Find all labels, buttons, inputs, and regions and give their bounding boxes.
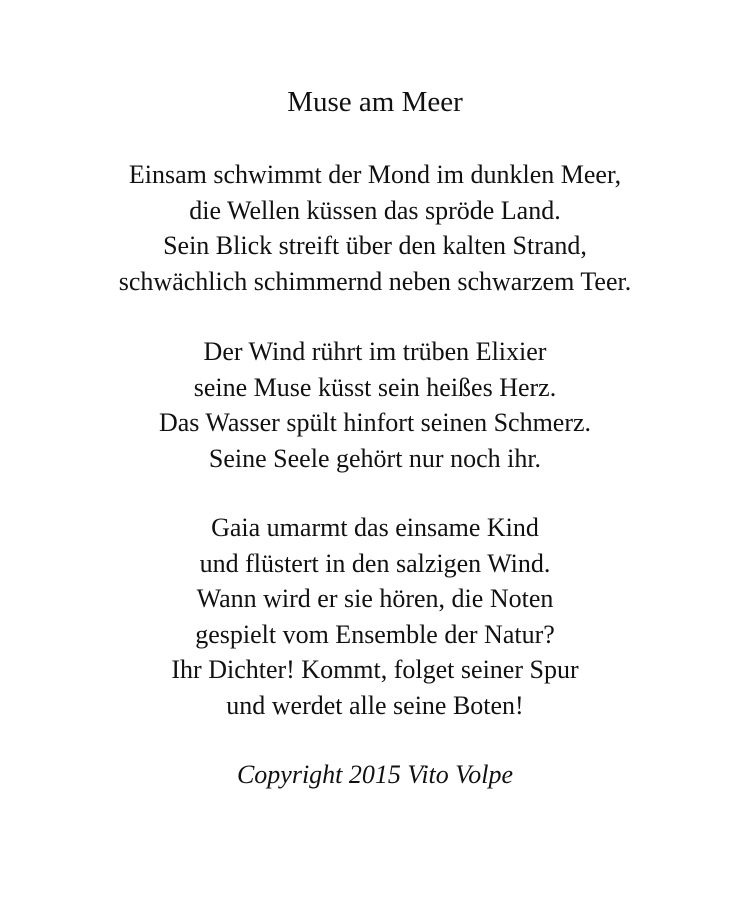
poem-line: seine Muse küsst sein heißes Herz. bbox=[193, 372, 557, 402]
poem-line: Sein Blick streift über den kalten Strand, bbox=[163, 231, 587, 260]
poem-line: schwächlich schimmernd neben schwarzem Teer. bbox=[118, 266, 632, 296]
poem-line: Einsam schwimmt der Mond im dunklen Meer, bbox=[128, 160, 622, 189]
poem-title: Muse am Meer bbox=[287, 86, 463, 118]
poem-line: Wann wird er sie hören, die Noten bbox=[196, 584, 554, 613]
stanza-1 bbox=[0, 157, 750, 299]
poem-line: gespielt vom Ensemble der Natur? bbox=[195, 619, 555, 649]
poem-line: die Wellen küssen das spröde Land. bbox=[189, 195, 561, 225]
poem-line: und flüstert in den salzigen Wind. bbox=[199, 548, 551, 578]
stanza-3 bbox=[0, 510, 750, 723]
poem-line: Seine Seele gehört nur noch ihr. bbox=[208, 443, 542, 473]
poem-line: Das Wasser spült hinfort seinen Schmerz. bbox=[158, 408, 592, 437]
stanza-2 bbox=[0, 334, 750, 476]
copyright-notice: Copyright 2015 Vito Volpe bbox=[236, 760, 514, 789]
poem-line: Gaia umarmt das einsame Kind bbox=[211, 513, 539, 542]
poem-line: Der Wind rührt im trüben Elixier bbox=[203, 337, 547, 366]
poem-line: Ihr Dichter! Kommt, folget seiner Spur bbox=[171, 655, 579, 684]
poem-line: und werdet alle seine Boten! bbox=[226, 690, 524, 720]
